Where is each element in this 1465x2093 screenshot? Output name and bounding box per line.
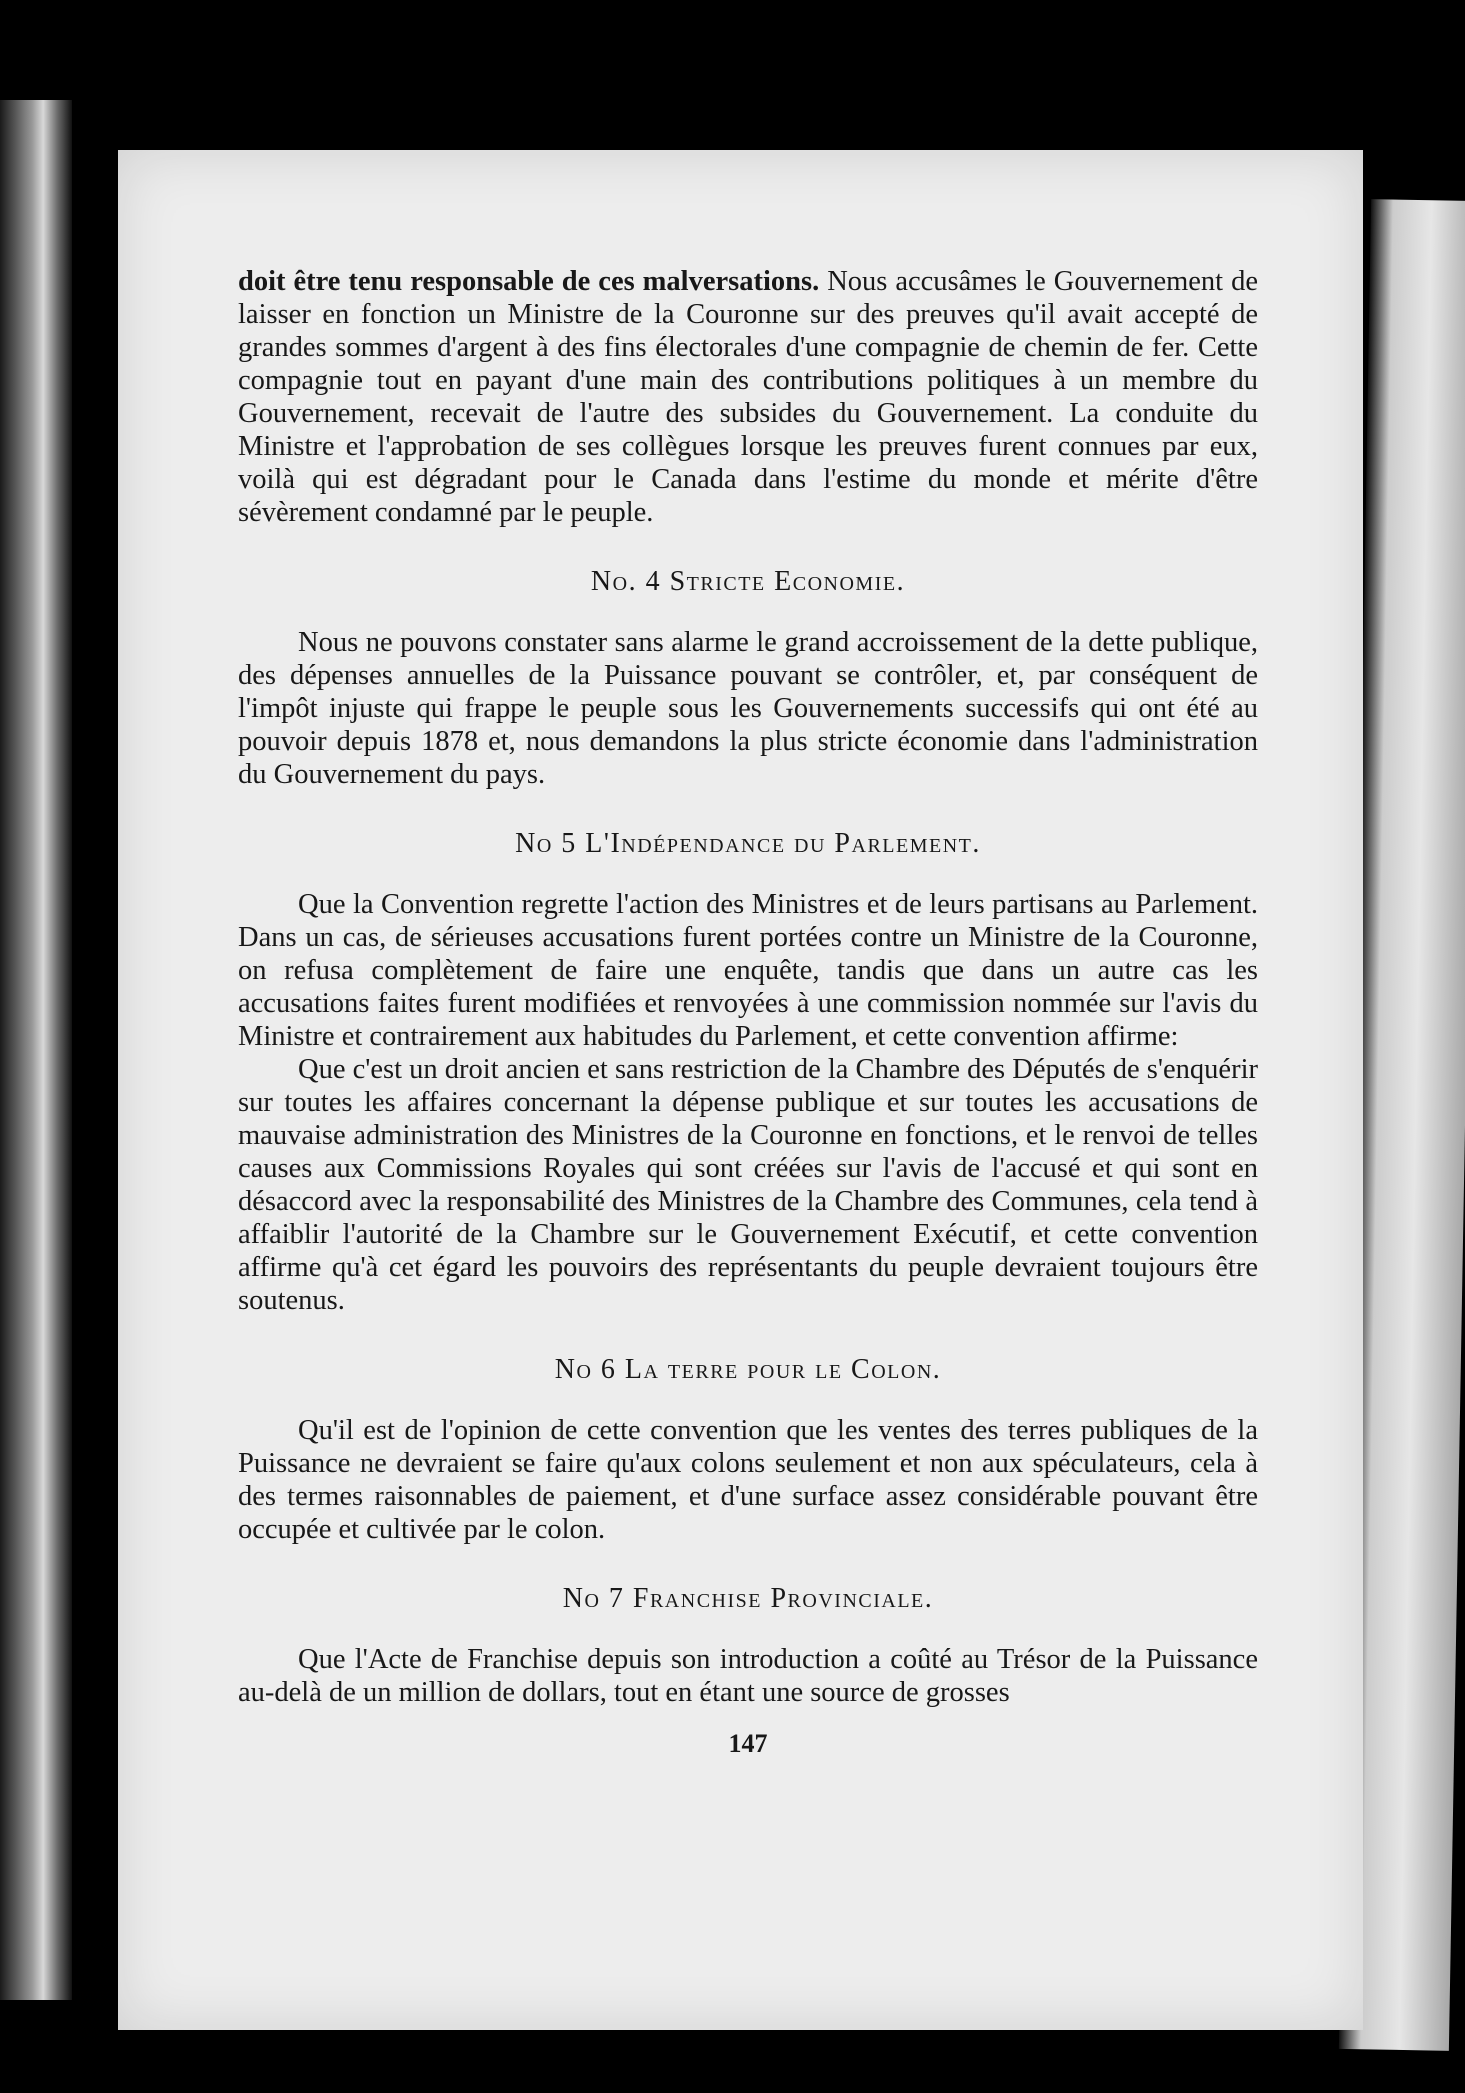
section-4-paragraph: Nous ne pouvons constater sans alarme le grand accroissement de la dette publique, des dépenses annuelles de la Puissance pouvant se contrôler, et, par conséquent de l'impôt injuste qui frappe le peuple sous les Gouvernements successifs qui ont été au pouvoir depuis 1878 et, nous demandons la plus stricte économie dans l'administration du Gouvernement du pays. — [238, 627, 1258, 790]
page-number: 147 — [728, 1729, 768, 1758]
section-4-heading: No. 4 Stricte Economie. — [590, 566, 906, 597]
section-6-heading: No 6 La terre pour le Colon. — [554, 1354, 942, 1385]
document-page — [118, 150, 1363, 2030]
section-6-paragraph: Qu'il est de l'opinion de cette convention que les ventes des terres publiques de la Puissance ne devraient se faire qu'aux colons seulement et non aux spéculateurs, cela à des termes raisonnables de paiement, et d'une surface assez considérable pouvant être occupée et cultivée par le colon. — [238, 1415, 1258, 1545]
opening-paragraph — [238, 265, 1258, 529]
left-page-edge — [0, 100, 72, 2000]
section-5-heading: No 5 L'Indépendance du Parlement. — [515, 828, 981, 859]
section-7-paragraph: Que l'Acte de Franchise depuis son introduction a coûté au Trésor de la Puissance au-delà de un million de dollars, tout en étant une source de grosses — [238, 1644, 1258, 1708]
opening-rest: Nous accusâmes le Gouvernement de laisser en fonction un Ministre de la Couronne sur des preuves qu'il avait accepté de grandes sommes d'argent à des fins électorales d'une compagnie de chemin de fer. Cette compagnie tout en payant d'une main des contributions politiques à un membre du Gouvernement, recevait de l'autre des subsides du Gouvernement. La conduite du Ministre et l'approbation de ses collègues lorsque les preuves furent connues par eux, voilà qui est dégradant pour le Canada dans l'estime du monde et mérite d'être sévèrement condamné par le peuple. — [238, 266, 1258, 528]
page-text — [238, 265, 1258, 1760]
section-5-paragraph-2: Que c'est un droit ancien et sans restriction de la Chambre des Députés de s'enquérir sur toutes les affaires concernant la dépense publique et sur toutes les accusations de mauvaise administration des Ministres de la Couronne en fonctions, et le renvoi de telles causes aux Commissions Royales qui sont créées sur l'avis de l'accusé et qui sont en désaccord avec la responsabilité des Ministres de la Chambre des Communes, cela tend à affaiblir l'autorité de la Chambre sur le Gouvernement Exécutif, et cette convention affirme qu'à cet égard les pouvoirs des représentants du peuple devraient toujours être soutenus. — [238, 1054, 1258, 1316]
section-5-paragraph-1: Que la Convention regrette l'action des Ministres et de leurs partisans au Parlement. Dans un cas, de sérieuses accusations furent portées contre un Ministre de la Couronne, on refusa complètement de faire une enquête, tandis que dans un autre cas les accusations faites furent modifiées et renvoyées à une commission nommée sur l'avis du Ministre et contrairement aux habitudes du Parlement, et cette convention affirme: — [238, 889, 1258, 1052]
opening-bold-lead: doit être tenu responsable de ces malversations. — [238, 266, 820, 297]
section-7-heading: No 7 Franchise Provinciale. — [562, 1583, 934, 1614]
